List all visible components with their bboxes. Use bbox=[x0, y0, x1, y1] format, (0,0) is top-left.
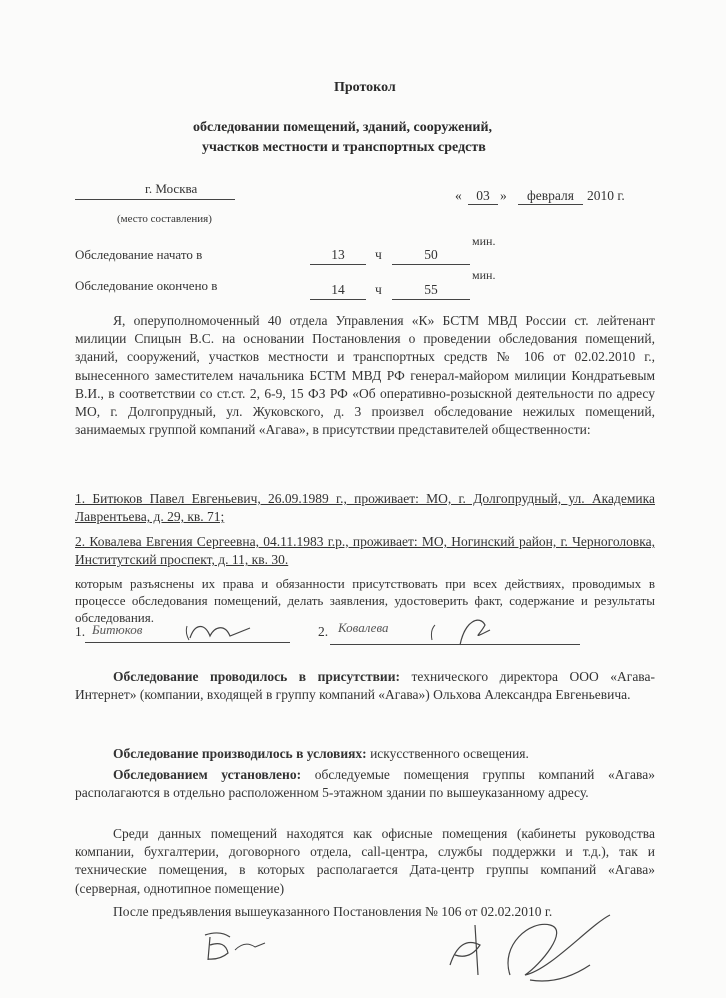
conditions-label: Обследование производилось в условиях: bbox=[113, 746, 367, 761]
signature-1-number: 1. bbox=[75, 624, 86, 639]
place-caption: (место составления) bbox=[117, 213, 212, 225]
place-city: г. Москва bbox=[145, 181, 198, 196]
signature-2-name: Ковалева bbox=[338, 620, 389, 635]
conditions-paragraph bbox=[75, 745, 655, 763]
findings-label: Обследованием установлено: bbox=[113, 767, 302, 782]
witness-2: 2. Ковалева Евгения Сергеевна, 04.11.1983 г.р., проживает: МО, Ногинский район, г. Черноголовка, Институтский проспект, д. 11, кв. 30. bbox=[75, 534, 655, 568]
findings-paragraph bbox=[75, 766, 655, 802]
subtitle-line-1: обследовании помещений, зданий, сооружений, bbox=[193, 120, 493, 135]
premises-paragraph bbox=[75, 825, 655, 898]
start-minute: 50 bbox=[392, 247, 470, 265]
signature-2-mark bbox=[430, 610, 500, 650]
date-year: 2010 г. bbox=[587, 188, 625, 203]
end-label: Обследование окончено в bbox=[75, 278, 218, 293]
conditions-text: искусственного освещения. bbox=[366, 746, 529, 761]
start-min-label: мин. bbox=[472, 234, 496, 248]
signature-2-number: 2. bbox=[318, 624, 329, 639]
date-month: февраля bbox=[518, 188, 583, 205]
presence-label: Обследование проводилось в присутствии: bbox=[113, 669, 400, 684]
end-hour: 14 bbox=[310, 282, 366, 300]
end-minute: 55 bbox=[392, 282, 470, 300]
end-h-label: ч bbox=[375, 282, 382, 297]
subtitle-line-2: участков местности и транспортных средств bbox=[202, 140, 486, 155]
presence-text: технического директора ООО «Агава-Интернет» (компании, входящей в группу компаний «Агава») Ольхова Александра Евгеньевича. bbox=[75, 669, 655, 703]
rights-paragraph: которым разъяснены их права и обязанности присутствовать при всех действиях, проводимых в процессе обследования помещений, делать заявления, удостоверить факт, содержание и результаты обследования. bbox=[75, 576, 655, 625]
findings-text: обследуемые помещения группы компаний «Агава» располагаются в отдельно расположенном 5-этажном здании по вышеуказанному адресу. bbox=[75, 767, 655, 801]
end-min-label: мин. bbox=[472, 268, 496, 282]
document-title: Протокол bbox=[334, 80, 396, 95]
date-day: 03 bbox=[468, 188, 498, 205]
signature-1-mark bbox=[185, 618, 255, 644]
signature-1-name: Битюков bbox=[92, 622, 143, 637]
start-label: Обследование начато в bbox=[75, 247, 203, 262]
start-hour: 13 bbox=[310, 247, 366, 265]
start-h-label: ч bbox=[375, 247, 382, 262]
main-paragraph-text: Я, оперуполномоченный 40 отдела Управления «К» БСТМ МВД России ст. лейтенант милиции Спицын В.С. на основании Постановления о проведении обследования помещений, зданий, сооружений, участков местности и транспортных средств № 106 от 02.02.2010 г., вынесенного заместителем начальника БСТМ МВД РФ генерал-майором милиции Кондратьевым В.И., в соответствии со ст.ст. 2, 6-9, 15 ФЗ РФ «Об оперативно-розыскной деятельности по адресу МО, г. Долгопрудный, ул. Жуковского, д. 3 произвел обследование нежилых помещений, занимаемых группой компаний «Агава», в присутствии представителей общественности: bbox=[75, 313, 655, 438]
premises-text: Среди данных помещений находятся как офисные помещения (кабинеты руководства компании, бухгалтерии, договорного отдела, call-центра, службы поддержки и т.д.), так и технические помещения, в которых располагается Дата-центр группы компаний «Агава» (серверная, однотипное помещение) bbox=[75, 826, 655, 896]
presence-paragraph bbox=[75, 668, 655, 704]
main-paragraph bbox=[75, 312, 655, 439]
witness-1: 1. Битюков Павел Евгеньевич, 26.09.1989 г., проживает: МО, г. Долгопрудный, ул. Академика Лаврентьева, д. 29, кв. 71; bbox=[75, 491, 655, 525]
final-text: После предъявления вышеуказанного Постановления № 106 от 02.02.2010 г. bbox=[113, 904, 553, 919]
date-open-quote: « bbox=[455, 188, 462, 203]
date-close-quote: » bbox=[500, 188, 507, 203]
bottom-signature-1 bbox=[200, 925, 270, 970]
bottom-signature-2 bbox=[440, 905, 640, 995]
